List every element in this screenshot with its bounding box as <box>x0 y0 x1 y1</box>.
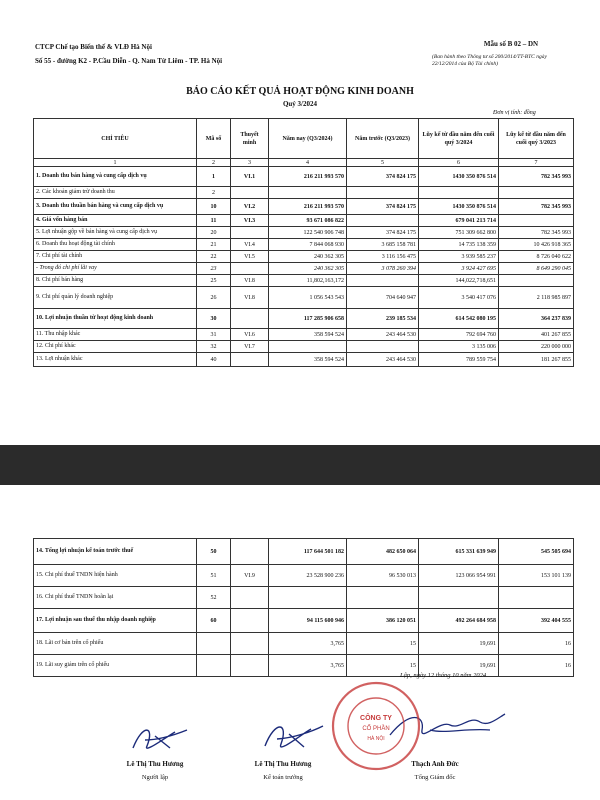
row-value: 123 066 954 991 <box>419 565 499 587</box>
row-label: 19. Lãi suy giảm trên cổ phiếu <box>34 655 197 677</box>
row-value: 122 540 906 748 <box>269 227 347 239</box>
row-value: 751 309 662 800 <box>419 227 499 239</box>
row-value: 2 118 985 897 <box>499 287 574 309</box>
row-value: 240 362 305 <box>269 251 347 263</box>
row-value: 492 264 684 958 <box>419 609 499 633</box>
row-label: 4. Giá vốn hàng bán <box>34 215 197 227</box>
form-note: (Ban hành theo Thông tư số 200/2014/TT-BTC ngày 22/12/2014 của Bộ Tài chính) <box>432 54 547 67</box>
report-period: Quý 3/2024 <box>282 100 318 108</box>
row-value: 16 <box>499 655 574 677</box>
row-value: 239 185 534 <box>347 309 419 329</box>
page-separator <box>0 445 600 485</box>
row-value: 220 000 000 <box>499 341 574 353</box>
row-note: VI.2 <box>231 199 269 215</box>
row-code: 51 <box>197 565 231 587</box>
row-note <box>231 227 269 239</box>
company-seal <box>330 680 422 772</box>
table-row <box>34 353 574 367</box>
form-identifier <box>432 40 572 68</box>
currency-unit: Đơn vị tính: đồng <box>493 110 536 116</box>
row-value: 19,691 <box>419 655 499 677</box>
table-row <box>34 227 574 239</box>
row-value: 23 528 900 236 <box>269 565 347 587</box>
col-header: CHỈ TIÊU <box>34 119 197 159</box>
row-value: 789 559 754 <box>419 353 499 367</box>
col-index: 1 <box>34 159 197 167</box>
col-header: Thuyết minh <box>231 119 269 159</box>
row-code: 11 <box>197 215 231 227</box>
row-note: VI.5 <box>231 251 269 263</box>
row-label: - Trong đó chi phí lãi vay <box>34 263 197 275</box>
row-note <box>231 633 269 655</box>
row-value: 782 345 993 <box>499 199 574 215</box>
table-row <box>34 609 574 633</box>
row-label: 8. Chi phí bán hàng <box>34 275 197 287</box>
row-note <box>231 587 269 609</box>
row-note: VI.3 <box>231 215 269 227</box>
signature-preparer <box>125 718 195 758</box>
row-label: 10. Lợi nhuận thuần từ hoạt động kinh doanh <box>34 309 197 329</box>
row-value <box>269 187 347 199</box>
row-value: 374 824 175 <box>347 167 419 187</box>
row-label: 7. Chi phí tài chính <box>34 251 197 263</box>
row-label: 15. Chi phí thuế TNDN hiện hành <box>34 565 197 587</box>
row-value: 679 041 213 714 <box>419 215 499 227</box>
table-row <box>34 329 574 341</box>
row-code: 1 <box>197 167 231 187</box>
row-value: 386 120 051 <box>347 609 419 633</box>
table-row <box>34 275 574 287</box>
row-value: 243 464 530 <box>347 329 419 341</box>
table-row <box>34 539 574 565</box>
row-value: 3 685 158 781 <box>347 239 419 251</box>
row-value <box>269 341 347 353</box>
row-value: 144,022,718,651 <box>419 275 499 287</box>
company-info <box>35 40 222 68</box>
row-value: 240 362 305 <box>269 263 347 275</box>
row-value: 704 640 947 <box>347 287 419 309</box>
table-row <box>34 633 574 655</box>
row-value <box>499 187 574 199</box>
row-note <box>231 655 269 677</box>
row-label: 17. Lợi nhuận sau thuế thu nhập doanh nghiệp <box>34 609 197 633</box>
row-note: VI.9 <box>231 565 269 587</box>
row-value: 3 939 585 237 <box>419 251 499 263</box>
row-value: 216 211 993 570 <box>269 167 347 187</box>
signer-role-director: Tổng Giám đốc <box>414 774 456 781</box>
row-value: 3 540 417 076 <box>419 287 499 309</box>
table-header-row <box>34 119 574 159</box>
row-value: 782 345 993 <box>499 167 574 187</box>
row-note <box>231 539 269 565</box>
signer-name-chief-accountant: Lê Thị Thu Hương <box>254 760 312 768</box>
row-label: 5. Lợi nhuận gộp về bán hàng và cung cấp dịch vụ <box>34 227 197 239</box>
table-row <box>34 587 574 609</box>
row-label: 13. Lợi nhuận khác <box>34 353 197 367</box>
row-note <box>231 263 269 275</box>
row-value: 614 542 080 195 <box>419 309 499 329</box>
row-label: 6. Doanh thu hoạt động tài chính <box>34 239 197 251</box>
row-value: 358 594 524 <box>269 329 347 341</box>
row-code: 23 <box>197 263 231 275</box>
row-label: 9. Chi phí quản lý doanh nghiệp <box>34 287 197 309</box>
row-value: 1430 350 876 514 <box>419 167 499 187</box>
row-value: 3 078 260 394 <box>347 263 419 275</box>
col-index: 5 <box>347 159 419 167</box>
row-value: 117 644 501 182 <box>269 539 347 565</box>
row-label: 11. Thu nhập khác <box>34 329 197 341</box>
table-row <box>34 309 574 329</box>
row-value: 8 649 290 045 <box>499 263 574 275</box>
row-note <box>231 609 269 633</box>
row-note: VI.7 <box>231 341 269 353</box>
row-value: 392 404 555 <box>499 609 574 633</box>
row-code <box>197 633 231 655</box>
company-address: Số 55 - đường K2 - P.Cầu Diễn - Q. Nam Từ Liêm - TP. Hà Nội <box>35 57 223 65</box>
row-value: 181 267 855 <box>499 353 574 367</box>
row-code: 26 <box>197 287 231 309</box>
signature-chief-accountant <box>255 714 330 758</box>
row-code: 30 <box>197 309 231 329</box>
row-value: 3 924 427 695 <box>419 263 499 275</box>
row-value: 8 726 040 622 <box>499 251 574 263</box>
row-code: 50 <box>197 539 231 565</box>
col-header: Lũy kế từ đầu năm đến cuối quý 3/2024 <box>419 119 499 159</box>
row-value: 216 211 993 570 <box>269 199 347 215</box>
row-value: 782 345 993 <box>499 227 574 239</box>
col-header: Mã số <box>197 119 231 159</box>
form-number: Mẫu số B 02 – DN <box>483 40 539 48</box>
row-code: 10 <box>197 199 231 215</box>
income-statement-table-1 <box>33 118 574 367</box>
row-value: 15 <box>347 633 419 655</box>
row-code <box>197 655 231 677</box>
row-value: 3 116 156 475 <box>347 251 419 263</box>
company-name: CTCP Chế tạo Biến thế & VLĐ Hà Nội <box>35 43 152 51</box>
col-index: 6 <box>419 159 499 167</box>
row-value: 16 <box>499 633 574 655</box>
table-body-2 <box>34 539 574 677</box>
row-value: 482 650 064 <box>347 539 419 565</box>
row-value: 7 844 068 930 <box>269 239 347 251</box>
row-value: 1 056 543 543 <box>269 287 347 309</box>
row-code: 40 <box>197 353 231 367</box>
row-label: 14. Tổng lợi nhuận kế toán trước thuế <box>34 539 197 565</box>
row-value <box>347 215 419 227</box>
table-row <box>34 565 574 587</box>
row-label: 2. Các khoản giảm trừ doanh thu <box>34 187 197 199</box>
row-note: VI.4 <box>231 239 269 251</box>
row-value <box>419 587 499 609</box>
col-index: 7 <box>499 159 574 167</box>
col-header: Năm trước (Q3/2023) <box>347 119 419 159</box>
col-index: 2 <box>197 159 231 167</box>
table-row <box>34 287 574 309</box>
row-note <box>231 187 269 199</box>
table-row <box>34 215 574 227</box>
row-value: 117 285 906 658 <box>269 309 347 329</box>
svg-text:CỔ PHẦN: CỔ PHẦN <box>362 726 390 732</box>
row-label: 1. Doanh thu bán hàng và cung cấp dịch vụ <box>34 167 197 187</box>
col-index: 3 <box>231 159 269 167</box>
row-note: VI.8 <box>231 287 269 309</box>
table-row <box>34 239 574 251</box>
row-value: 3 135 006 <box>419 341 499 353</box>
row-code: 60 <box>197 609 231 633</box>
row-value: 792 694 760 <box>419 329 499 341</box>
table-row <box>34 263 574 275</box>
seal-icon <box>330 680 422 772</box>
row-value: 374 824 175 <box>347 227 419 239</box>
row-value: 364 237 839 <box>499 309 574 329</box>
report-title: BÁO CÁO KẾT QUẢ HOẠT ĐỘNG KINH DOANH <box>186 86 414 97</box>
row-value <box>347 341 419 353</box>
row-value: 374 824 175 <box>347 199 419 215</box>
row-value <box>419 187 499 199</box>
row-code: 31 <box>197 329 231 341</box>
row-value: 93 671 086 822 <box>269 215 347 227</box>
row-value: 19,691 <box>419 633 499 655</box>
row-code: 52 <box>197 587 231 609</box>
row-code: 25 <box>197 275 231 287</box>
col-index: 4 <box>269 159 347 167</box>
row-code: 2 <box>197 187 231 199</box>
row-value: 96 530 013 <box>347 565 419 587</box>
table-row <box>34 251 574 263</box>
row-label: 12. Chi phí khác <box>34 341 197 353</box>
column-index-row <box>34 159 574 167</box>
signer-role-chief-accountant: Kế toán trưởng <box>263 774 303 781</box>
row-note <box>231 309 269 329</box>
row-value <box>347 587 419 609</box>
row-value <box>499 275 574 287</box>
row-value: 401 267 855 <box>499 329 574 341</box>
row-value: 94 115 600 946 <box>269 609 347 633</box>
signer-role-preparer: Người lập <box>141 774 169 781</box>
row-value: 3,765 <box>269 655 347 677</box>
table-row <box>34 187 574 199</box>
row-note: VI.8 <box>231 275 269 287</box>
row-note: VI.6 <box>231 329 269 341</box>
row-value <box>269 587 347 609</box>
row-code: 32 <box>197 341 231 353</box>
row-value <box>347 275 419 287</box>
signer-name-preparer: Lê Thị Thu Hương <box>126 760 184 768</box>
row-value: 615 331 639 949 <box>419 539 499 565</box>
income-statement-table-2 <box>33 538 574 677</box>
row-code: 20 <box>197 227 231 239</box>
table-row <box>34 341 574 353</box>
col-header: Năm nay (Q3/2024) <box>269 119 347 159</box>
row-note <box>231 353 269 367</box>
row-value: 1430 350 876 514 <box>419 199 499 215</box>
row-value: 153 101 139 <box>499 565 574 587</box>
row-value: 545 505 694 <box>499 539 574 565</box>
row-label: 18. Lãi cơ bản trên cổ phiếu <box>34 633 197 655</box>
row-value: 11,802,163,172 <box>269 275 347 287</box>
table-row <box>34 167 574 187</box>
row-code: 21 <box>197 239 231 251</box>
row-value <box>499 215 574 227</box>
row-note: VI.1 <box>231 167 269 187</box>
row-code: 22 <box>197 251 231 263</box>
row-value: 15 <box>347 655 419 677</box>
table-row <box>34 199 574 215</box>
table-row <box>34 655 574 677</box>
row-value: 243 464 530 <box>347 353 419 367</box>
row-value: 358 594 524 <box>269 353 347 367</box>
svg-text:CÔNG TY: CÔNG TY <box>360 715 392 722</box>
svg-text:HÀ NỘI: HÀ NỘI <box>367 736 385 742</box>
report-date: Lập, ngày 12 tháng 10 năm 2024 <box>400 672 487 679</box>
row-value <box>499 587 574 609</box>
row-value: 3,765 <box>269 633 347 655</box>
signer-name-director: Thạch Anh Đức <box>411 760 459 768</box>
row-label: 16. Chi phí thuế TNDN hoãn lại <box>34 587 197 609</box>
row-value: 14 735 138 359 <box>419 239 499 251</box>
row-value <box>347 187 419 199</box>
row-label: 3. Doanh thu thuần bán hàng và cung cấp dịch vụ <box>34 199 197 215</box>
row-value: 10 426 918 365 <box>499 239 574 251</box>
col-header: Lũy kế từ đầu năm đến cuối quý 3/2023 <box>499 119 574 159</box>
